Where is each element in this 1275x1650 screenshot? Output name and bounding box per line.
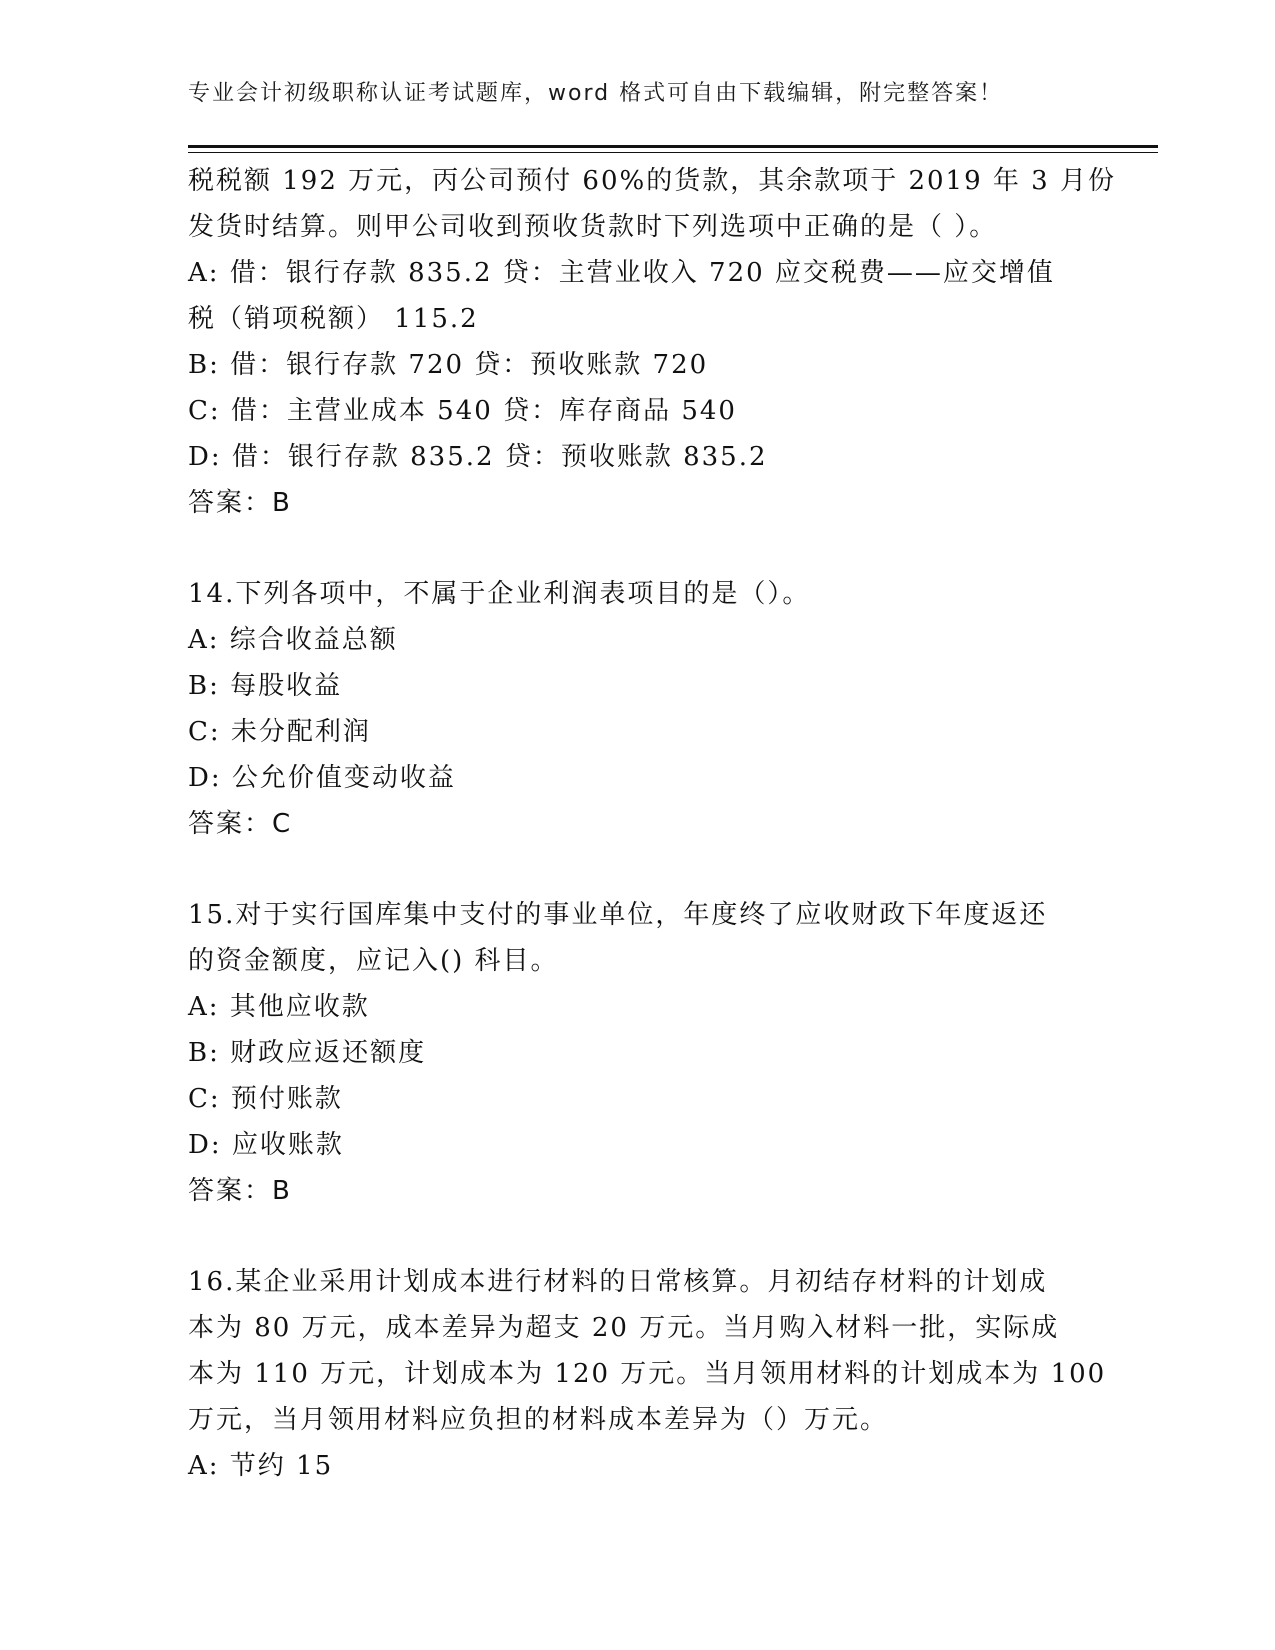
answer: 答案：C — [188, 809, 293, 839]
question-stem-line: 16.某企业采用计划成本进行材料的日常核算。月初结存材料的计划成 — [188, 1267, 1048, 1297]
question-stem-line: 的资金额度，应记入() 科目。 — [188, 946, 559, 976]
question-14 — [188, 571, 1088, 847]
option-c: C: 借：主营业成本 540 贷：库存商品 540 — [188, 396, 737, 426]
question-stem-line: 税税额 192 万元，丙公司预付 60%的货款，其余款项于 2019 年 3 月份 — [188, 166, 1116, 196]
header-rule-thick — [188, 145, 1158, 148]
option-a: A: 借：银行存款 835.2 贷：主营业收入 720 应交税费——应交增值 — [188, 258, 1055, 288]
question-stem-line: 15.对于实行国库集中支付的事业单位，年度终了应收财政下年度返还 — [188, 900, 1048, 930]
option-b: B: 财政应返还额度 — [188, 1038, 427, 1068]
option-a: A: 节约 15 — [188, 1451, 334, 1481]
option-a-continued: 税（销项税额） 115.2 — [188, 304, 479, 334]
question-stem-line: 本为 110 万元，计划成本为 120 万元。当月领用材料的计划成本为 100 — [188, 1359, 1107, 1389]
option-c: C: 预付账款 — [188, 1084, 343, 1114]
answer: 答案：B — [188, 1176, 292, 1206]
option-d: D: 公允价值变动收益 — [188, 763, 456, 793]
option-b: B: 每股收益 — [188, 671, 343, 701]
question-stem-line: 万元，当月领用材料应负担的材料成本差异为（）万元。 — [188, 1405, 889, 1435]
question-stem-line: 本为 80 万元，成本差异为超支 20 万元。当月购入材料一批，实际成 — [188, 1313, 1060, 1343]
page-header: 专业会计初级职称认证考试题库，word 格式可自由下载编辑，附完整答案！ — [188, 81, 1004, 106]
option-d: D: 借：银行存款 835.2 贷：预收账款 835.2 — [188, 442, 768, 472]
option-a: A: 其他应收款 — [188, 992, 370, 1022]
question-16 — [188, 1259, 1107, 1489]
question-15 — [188, 892, 1088, 1214]
question-content — [188, 158, 1116, 1489]
option-b: B: 借：银行存款 720 贷：预收账款 720 — [188, 350, 709, 380]
option-a: A: 综合收益总额 — [188, 625, 398, 655]
answer: 答案：B — [188, 488, 292, 518]
header-rule-thin — [188, 152, 1158, 153]
option-d: D: 应收账款 — [188, 1130, 344, 1160]
question-stem-line: 发货时结算。则甲公司收到预收货款时下列选项中正确的是（ ）。 — [188, 212, 998, 242]
option-c: C: 未分配利润 — [188, 717, 371, 747]
question-stem-line: 14.下列各项中，不属于企业利润表项目的是（）。 — [188, 579, 811, 609]
question-13 — [188, 158, 1116, 526]
